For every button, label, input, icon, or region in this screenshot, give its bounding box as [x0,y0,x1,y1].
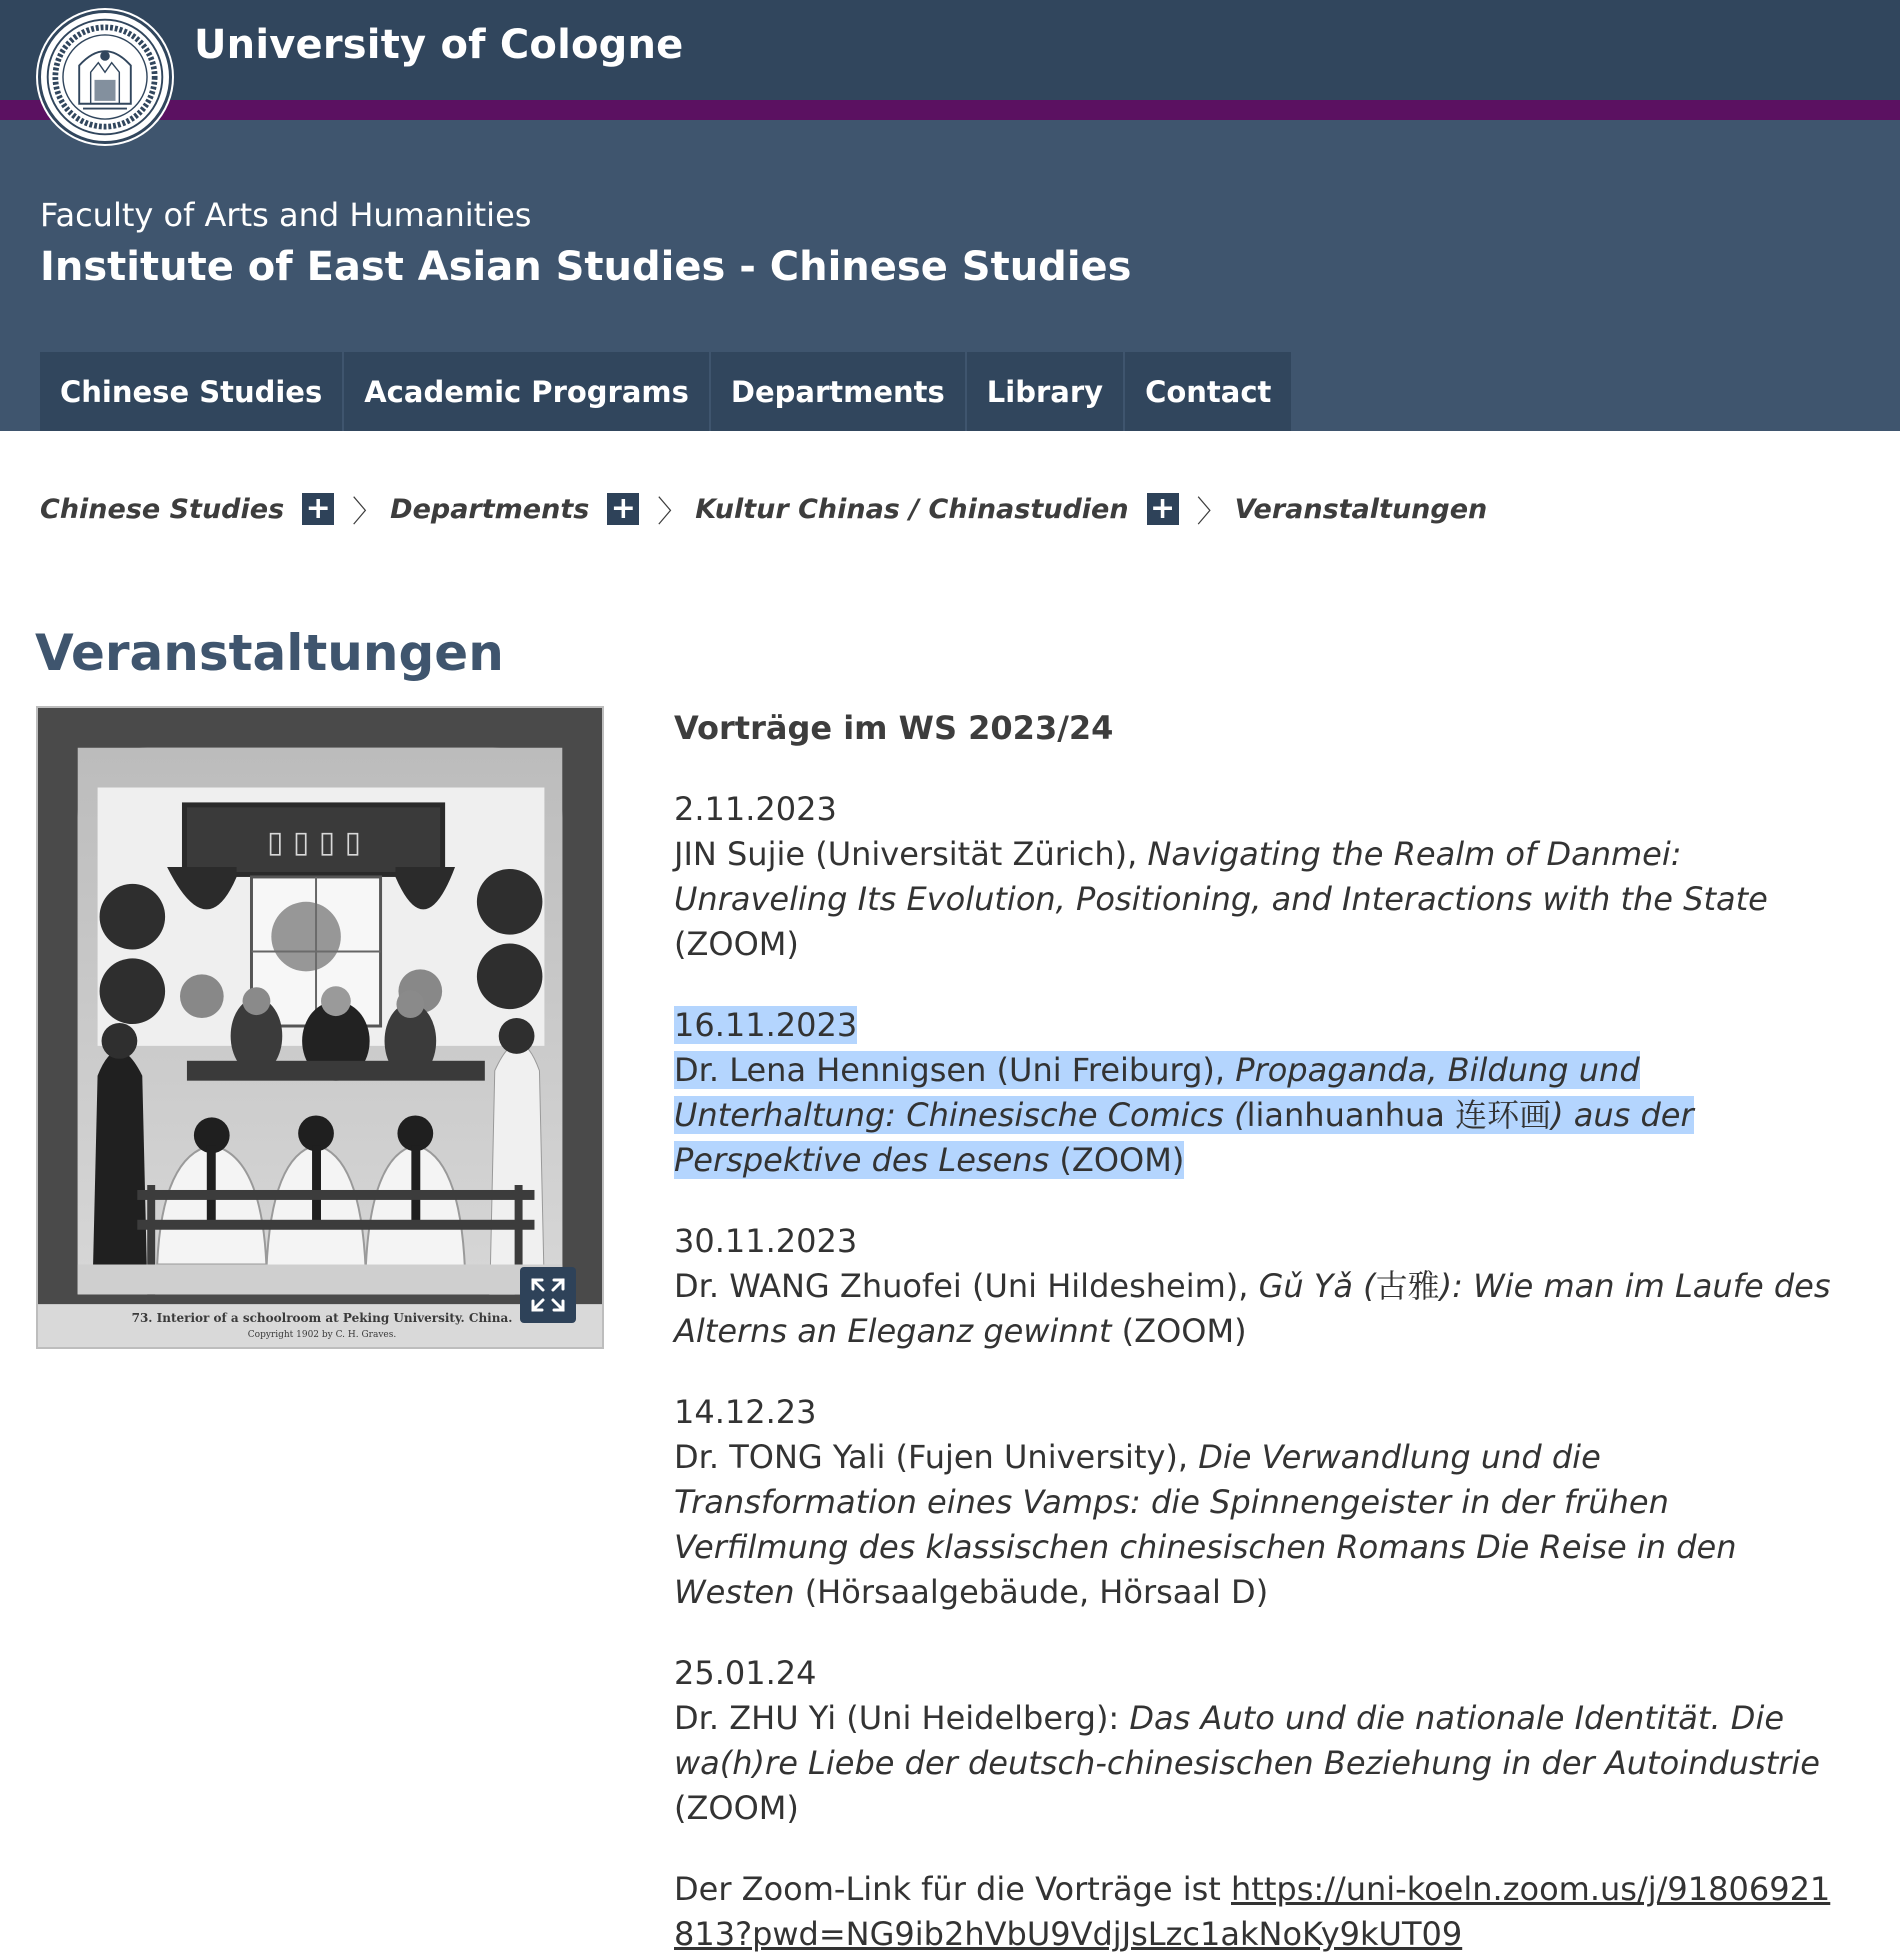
accent-stripe [0,100,1900,120]
event-speaker: Dr. TONG Yali (Fujen University), [674,1438,1199,1476]
main-navigation [40,352,1291,431]
breadcrumb [40,487,1487,531]
breadcrumb-expand-button[interactable]: + [302,493,334,525]
event-date: 30.11.2023 [674,1222,858,1260]
section-heading: Vorträge im WS 2023/24 [674,709,1114,747]
nav-item-chinese-studies[interactable]: Chinese Studies [40,352,344,431]
breadcrumb-item-kultur-chinas[interactable]: Kultur Chinas / Chinastudien [695,493,1129,525]
event-location: (ZOOM) [674,1789,799,1827]
event-speaker: Dr. ZHU Yi (Uni Heidelberg): [674,1699,1130,1737]
page-title: Veranstaltungen [35,624,504,682]
nav-item-contact[interactable]: Contact [1125,352,1291,431]
event-item [674,1390,1834,1615]
event-location: (ZOOM) [674,925,799,963]
institute-name[interactable]: Institute of East Asian Studies - Chinese Studies [40,244,1132,290]
event-item [674,1651,1834,1831]
zoom-link[interactable]: https://uni-koeln.zoom.us/j/91806921813?pwd=NG9ib2hVbU9VdjJsLzc1akNoKy9kUT09 [674,1870,1831,1953]
event-title: Das Auto und die nationale Identität. Die wa(h)re Liebe der deutsch-chinesischen Beziehung in der Autoindustrie [674,1699,1820,1782]
zoom-note-text: Der Zoom-Link für die Vorträge ist [674,1870,1231,1908]
event-title-chinese: 古雅 [1375,1267,1440,1305]
nav-item-departments[interactable]: Departments [711,352,967,431]
event-title: Navigating the Realm of Danmei: Unraveling Its Evolution, Positioning, and Interactions with the State [674,835,1768,918]
expand-image-button[interactable] [520,1267,576,1323]
event-date: 25.01.24 [674,1654,817,1692]
faculty-name[interactable]: Faculty of Arts and Humanities [40,196,532,234]
event-speaker: Dr. WANG Zhuofei (Uni Hildesheim), [674,1267,1259,1305]
event-item [674,787,1834,967]
event-title: Gǔ Yǎ ( [1258,1267,1376,1305]
nav-item-library[interactable]: Library [967,352,1125,431]
svg-text:▯ ▯ ▯ ▯: ▯ ▯ ▯ ▯ [267,825,362,861]
photo-caption: 73. Interior of a schoolroom at Peking University. China. [131,1311,513,1325]
breadcrumb-expand-button[interactable]: + [1147,493,1179,525]
event-speaker: JIN Sujie (Universität Zürich), [674,835,1148,873]
event-date: 14.12.23 [674,1393,817,1431]
expand-icon [528,1275,568,1315]
event-location: (ZOOM) [1049,1141,1185,1179]
event-item [674,1219,1834,1354]
university-name[interactable]: University of Cologne [194,22,684,68]
breadcrumb-item-departments[interactable]: Departments [390,493,590,525]
event-title-chinese: lianhuanhua 连环画 [1246,1096,1552,1134]
breadcrumb-expand-button[interactable]: + [607,493,639,525]
event-date: 2.11.2023 [674,790,837,828]
nav-item-academic-programs[interactable]: Academic Programs [344,352,711,431]
schoolroom-photo[interactable] [36,706,604,1349]
photo-copyright: Copyright 1902 by C. H. Graves. [247,1330,397,1340]
event-item-selected [674,1003,1834,1183]
breadcrumb-separator-icon: 〉 [1196,495,1227,530]
event-date: 16.11.2023 [674,1006,858,1044]
breadcrumb-separator-icon: 〉 [352,495,383,530]
event-location: (Hörsaalgebäude, Hörsaal D) [794,1573,1269,1611]
zoom-note [674,1867,1834,1957]
event-title: Die Verwandlung und die Transformation eines Vamps: die Spinnengeister in der frühen Verfilmung des klassischen chinesischen Romans Die Reise in den Westen [674,1438,1737,1611]
event-title-rest: ) aus der Perspektive des Lesens [674,1096,1694,1179]
breadcrumb-item-veranstaltungen[interactable]: Veranstaltungen [1234,493,1488,525]
event-title: Propaganda, Bildung und Unterhaltung: Chinesische Comics ( [674,1051,1640,1134]
event-location: (ZOOM) [1111,1312,1247,1350]
breadcrumb-separator-icon: 〉 [657,495,688,530]
event-speaker: Dr. Lena Hennigsen (Uni Freiburg), [674,1051,1236,1089]
breadcrumb-item-chinese-studies[interactable]: Chinese Studies [40,493,285,525]
event-title-rest: ): Wie man im Laufe des Alterns an Eleganz gewinnt [674,1267,1831,1350]
event-list [674,706,1834,1957]
university-seal-icon[interactable] [38,10,172,144]
